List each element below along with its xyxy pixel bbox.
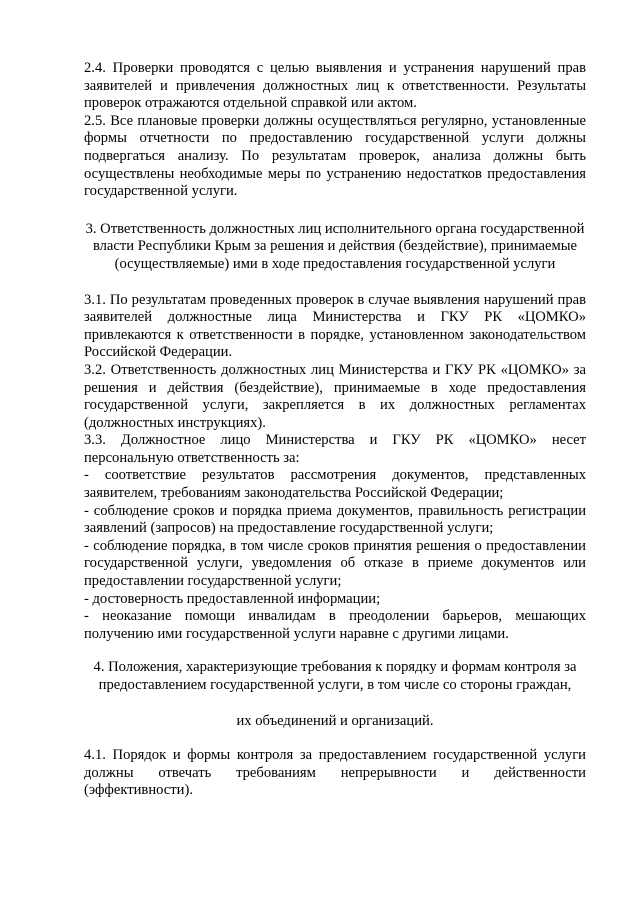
paragraph-2-5: 2.5. Все плановые проверки должны осуществляться регулярно, установленные формы отчетности по предоставлению государственной услуги должны подвергаться анализу. По результатам проверок, анализа должны быть осуществлены необходимые меры по устранению недостатков предоставления государственной услуги. [84,112,586,200]
section-4-heading-line1: 4. Положения, характеризующие требования к порядку и формам контроля за предоставлением государственной услуги, в том числе со стороны граждан, [93,659,577,693]
bullet-item: - соблюдение сроков и порядка приема документов, правильность регистрации заявлений (запросов) на предоставление государственной услуги; [84,502,586,537]
paragraph-4-1: 4.1. Порядок и формы контроля за предоставлением государственной услуги должны отвечать требованиям непрерывности и действенности (эффективности). [84,747,586,799]
bullet-item: - неоказание помощи инвалидам в преодолении барьеров, мешающих получению ими государственной услуги наравне с другими лицами. [84,608,586,642]
bullet-item: - достоверность предоставленной информации; [84,590,381,607]
section-4-heading-line2: их объединений и организаций. [236,712,434,729]
bullet-item: - соблюдение порядка, в том числе сроков принятия решения о предоставлении государственной услуги, уведомления об отказе в приеме документов или предоставлении государственной услуги; [84,537,586,590]
section-3-heading: 3. Ответственность должностных лиц исполнительного органа государственной власти Республики Крым за решения и действия (бездействие), принимаемые (осуществляемые) ими в ходе предоставления государственной услуги [85,220,585,272]
document-page [84,60,586,800]
paragraph-3-2: 3.2. Ответственность должностных лиц Министерства и ГКУ РК «ЦОМКО» за решения и действия (бездействие), принимаемые в ходе предоставления государственной услуги, закрепляется в их должностных регламентах (должностных инструкциях). [84,361,586,431]
paragraph-3-3: 3.3. Должностное лицо Министерства и ГКУ РК «ЦОМКО» несет персональную ответственность за: [84,432,586,466]
paragraph-2-4: 2.4. Проверки проводятся с целью выявления и устранения нарушений прав заявителей и привлечения должностных лиц к ответственности. Результаты проверок отражаются отдельной справкой или актом. [84,60,586,112]
bullet-item: - соответствие результатов рассмотрения документов, представленных заявителем, требованиям законодательства Российской Федерации; [84,467,586,502]
paragraph-3-1: 3.1. По результатам проведенных проверок в случае выявления нарушений прав заявителей должностные лица Министерства и ГКУ РК «ЦОМКО» привлекаются к ответственности в порядке, установленном законодательством Российской Федерации. [84,291,586,361]
